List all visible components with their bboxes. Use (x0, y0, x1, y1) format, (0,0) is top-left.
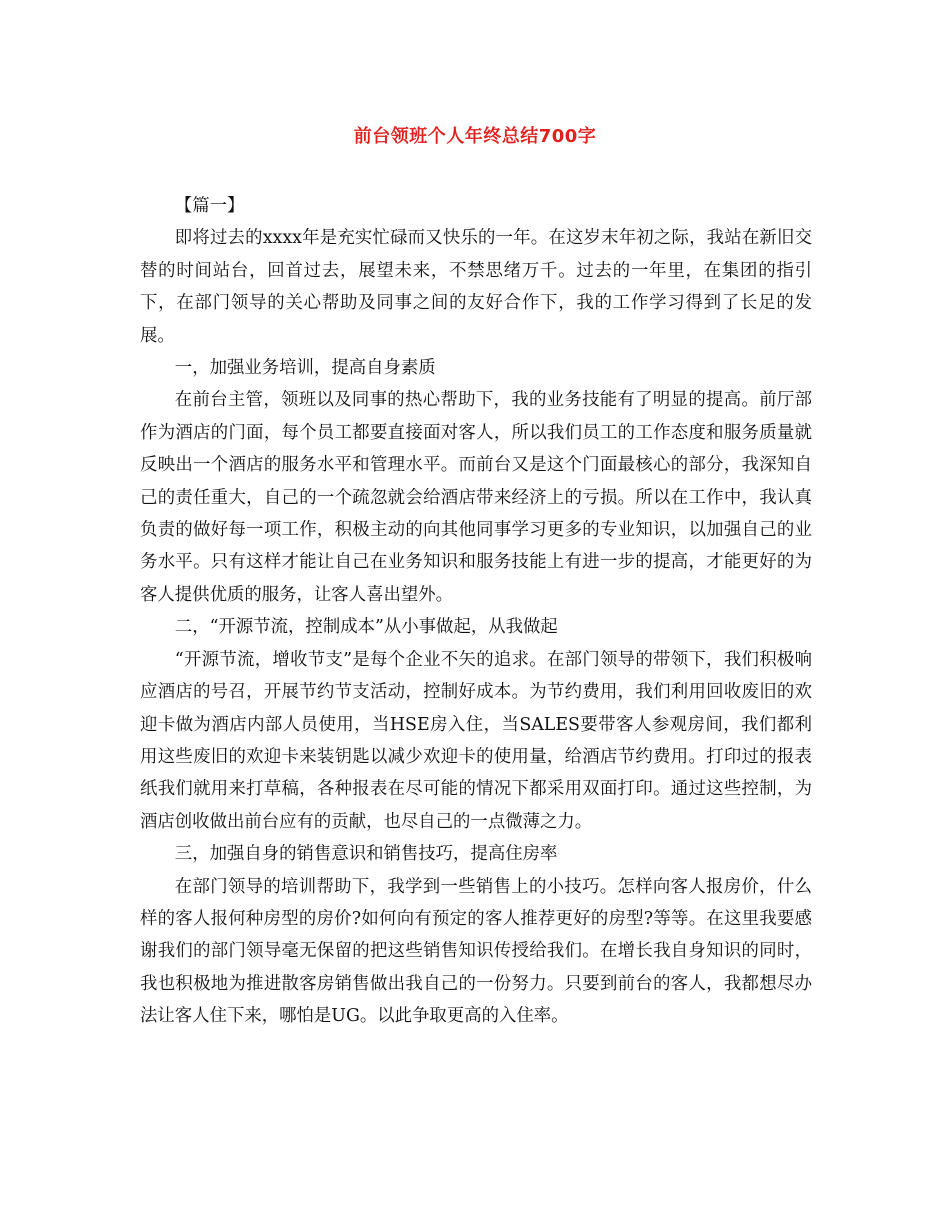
paragraph-1: 在前台主管，领班以及同事的热心帮助下，我的业务技能有了明显的提高。前厅部作为酒店的门面，每个员工都要直接面对客人，所以我们员工的工作态度和服务质量就反映出一个酒店的服务水平和管理水平。而前台又是这个门面最核心的部分，我深知自己的责任重大，自己的一个疏忽就会给酒店带来经济上的亏损。所以在工作中，我认真负责的做好每一项工作，积极主动的向其他同事学习更多的专业知识，以加强自己的业务水平。只有这样才能让自己在业务知识和服务技能上有进一步的提高，才能更好的为客人提供优质的服务，让客人喜出望外。 (140, 390, 812, 605)
paragraph-2: “开源节流，增收节支”是每个企业不矢的追求。在部门领导的带领下，我们积极响应酒店的号召，开展节约节支活动，控制好成本。为节约费用，我们利用回收废旧的欢迎卡做为酒店内部人员使用，当HSE房入住，当SALES要带客人参观房间，我们都利用这些废旧的欢迎卡来装钥匙以减少欢迎卡的使用量，给酒店节约费用。打印过的报表纸我们就用来打草稿，各种报表在尽可能的情况下都采用双面打印。通过这些控制，为酒店创收做出前台应有的贡献，也尽自己的一点微薄之力。 (140, 649, 812, 832)
heading-3: 三，加强自身的销售意识和销售技巧，提高住房率 (174, 844, 558, 865)
document-body (140, 190, 812, 1033)
document-title: 前台领班个人年终总结700字 (353, 126, 597, 147)
paragraph-3: 在部门领导的培训帮助下，我学到一些销售上的小技巧。怎样向客人报房价，什么样的客人报何种房型的房价?如何向有预定的客人推荐更好的房型?等等。在这里我要感谢我们的部门领导毫无保留的把这些销售知识传授给我们。在增长我自身知识的同时，我也积极地为推进散客房销售做出我自己的一份努力。只要到前台的客人，我都想尽办法让客人住下来，哪怕是UG。以此争取更高的入住率。 (140, 876, 812, 1027)
heading-2: 二，“开源节流，控制成本”从小事做起，从我做起 (174, 617, 558, 638)
heading-1: 一，加强业务培训，提高自身素质 (174, 358, 436, 379)
paragraph-intro: 即将过去的xxxx年是充实忙碌而又快乐的一年。在这岁末年初之际，我站在新旧交替的时间站台，回首过去，展望未来，不禁思绪万千。过去的一年里，在集团的指引下，在部门领导的关心帮助及同事之间的友好合作下，我的工作学习得到了长足的发展。 (140, 228, 812, 346)
section-label: 【篇一】 (174, 196, 245, 216)
